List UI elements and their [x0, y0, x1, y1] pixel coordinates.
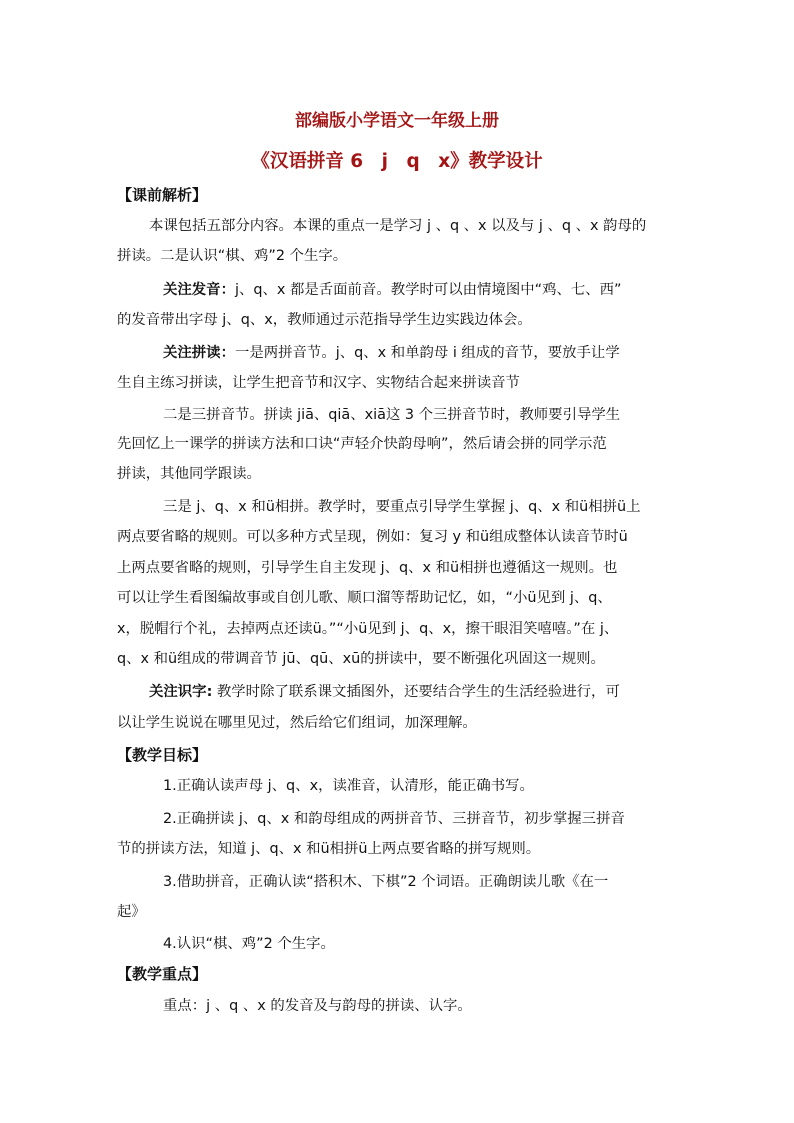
paragraph-line: 上两点要省略的规则，引导学生自主发现 j、q、x 和ü相拼也遵循这一规则。也 [117, 560, 618, 576]
paragraph-line: 两点要省略的规则。可以多种方式呈现，例如：复习 y 和ü组成整体认读音节时ü [117, 529, 628, 545]
paragraph-text: 教学时除了联系课文插图外，还要结合学生的生活经验进行，可 [212, 684, 620, 700]
focus-label-literacy: 关注识字: [149, 684, 213, 700]
objective-item: 1.正确认读声母 j、q、x，读准音，认清形，能正确书写。 [163, 778, 534, 794]
paragraph-line: x，脱帽行个礼，去掉两点还读ü。”“小ü见到 j、q、x，擦干眼泪笑嘻嘻。”在 j、 [117, 621, 619, 637]
document-title: 部编版小学语文一年级上册 [295, 111, 499, 131]
focus-label-spelling: 关注拼读： [163, 345, 235, 361]
objective-item-continued: 起》 [117, 904, 146, 920]
paragraph-line: 的发音带出字母 j、q、x，教师通过示范指导学生边实践边体会。 [117, 312, 532, 328]
objective-item-continued: 节的拼读方法，知道 j、q、x 和ü相拼ü上两点要省略的拼写规则。 [117, 841, 541, 857]
section-heading-pre-analysis: 【课前解析】 [117, 186, 208, 204]
document-subtitle: 《汉语拼音 6 j q x》教学设计 [251, 151, 543, 172]
paragraph-line: 以让学生说说在哪里见过，然后给它们组词，加深理解。 [117, 715, 477, 731]
paragraph-line: 二是三拼音节。拼读 jiā、qiā、xiā这 3 个三拼音节时，教师要引导学生 [163, 407, 621, 423]
paragraph-line: 拼读，其他同学跟读。 [117, 466, 261, 482]
objective-item: 2.正确拼读 j、q、x 和韵母组成的两拼音节、三拼音节，初步掌握三拼音 [163, 811, 625, 827]
focus-label-pronunciation: 关注发音： [163, 282, 235, 298]
paragraph-line: 拼读。二是认识“棋、鸡”2 个生字。 [117, 248, 348, 264]
objective-item: 4.认识“棋、鸡”2 个生字。 [163, 936, 335, 952]
key-points-text: 重点：j 、q 、x 的发音及与韵母的拼读、认字。 [163, 998, 472, 1014]
paragraph-line [163, 343, 620, 363]
section-heading-key-points: 【教学重点】 [117, 965, 208, 983]
paragraph-line: 生自主练习拼读，让学生把音节和汉字、实物结合起来拼读音节 [117, 375, 520, 391]
paragraph-line [149, 682, 620, 702]
paragraph-line: 本课包括五部分内容。本课的重点一是学习 j 、q 、x 以及与 j 、q 、x 韵母的 [149, 218, 647, 234]
paragraph-line: 先回忆上一课学的拼读方法和口诀“声轻介快韵母响”，然后请会拼的同学示范 [117, 436, 607, 452]
section-heading-objectives: 【教学目标】 [117, 746, 208, 764]
paragraph-line: q、x 和ü组成的带调音节 jū、qū、xū的拼读中，要不断强化巩固这一规则。 [117, 651, 605, 667]
paragraph-line: 三是 j、q、x 和ü相拼。教学时，要重点引导学生掌握 j、q、x 和ü相拼ü上 [163, 499, 641, 515]
objective-item: 3.借助拼音，正确认读“搭积木、下棋”2 个词语。正确朗读儿歌《在一 [163, 874, 609, 890]
paragraph-text: j、q、x 都是舌面前音。教学时可以由情境图中“鸡、七、西” [234, 282, 622, 298]
paragraph-line [163, 280, 621, 300]
paragraph-text: 一是两拼音节。j、q、x 和单韵母 i 组成的音节，要放手让学 [234, 345, 620, 361]
paragraph-line: 可以让学生看图编故事或自创儿歌、顺口溜等帮助记忆，如，“小ü见到 j、q、 [117, 590, 612, 606]
